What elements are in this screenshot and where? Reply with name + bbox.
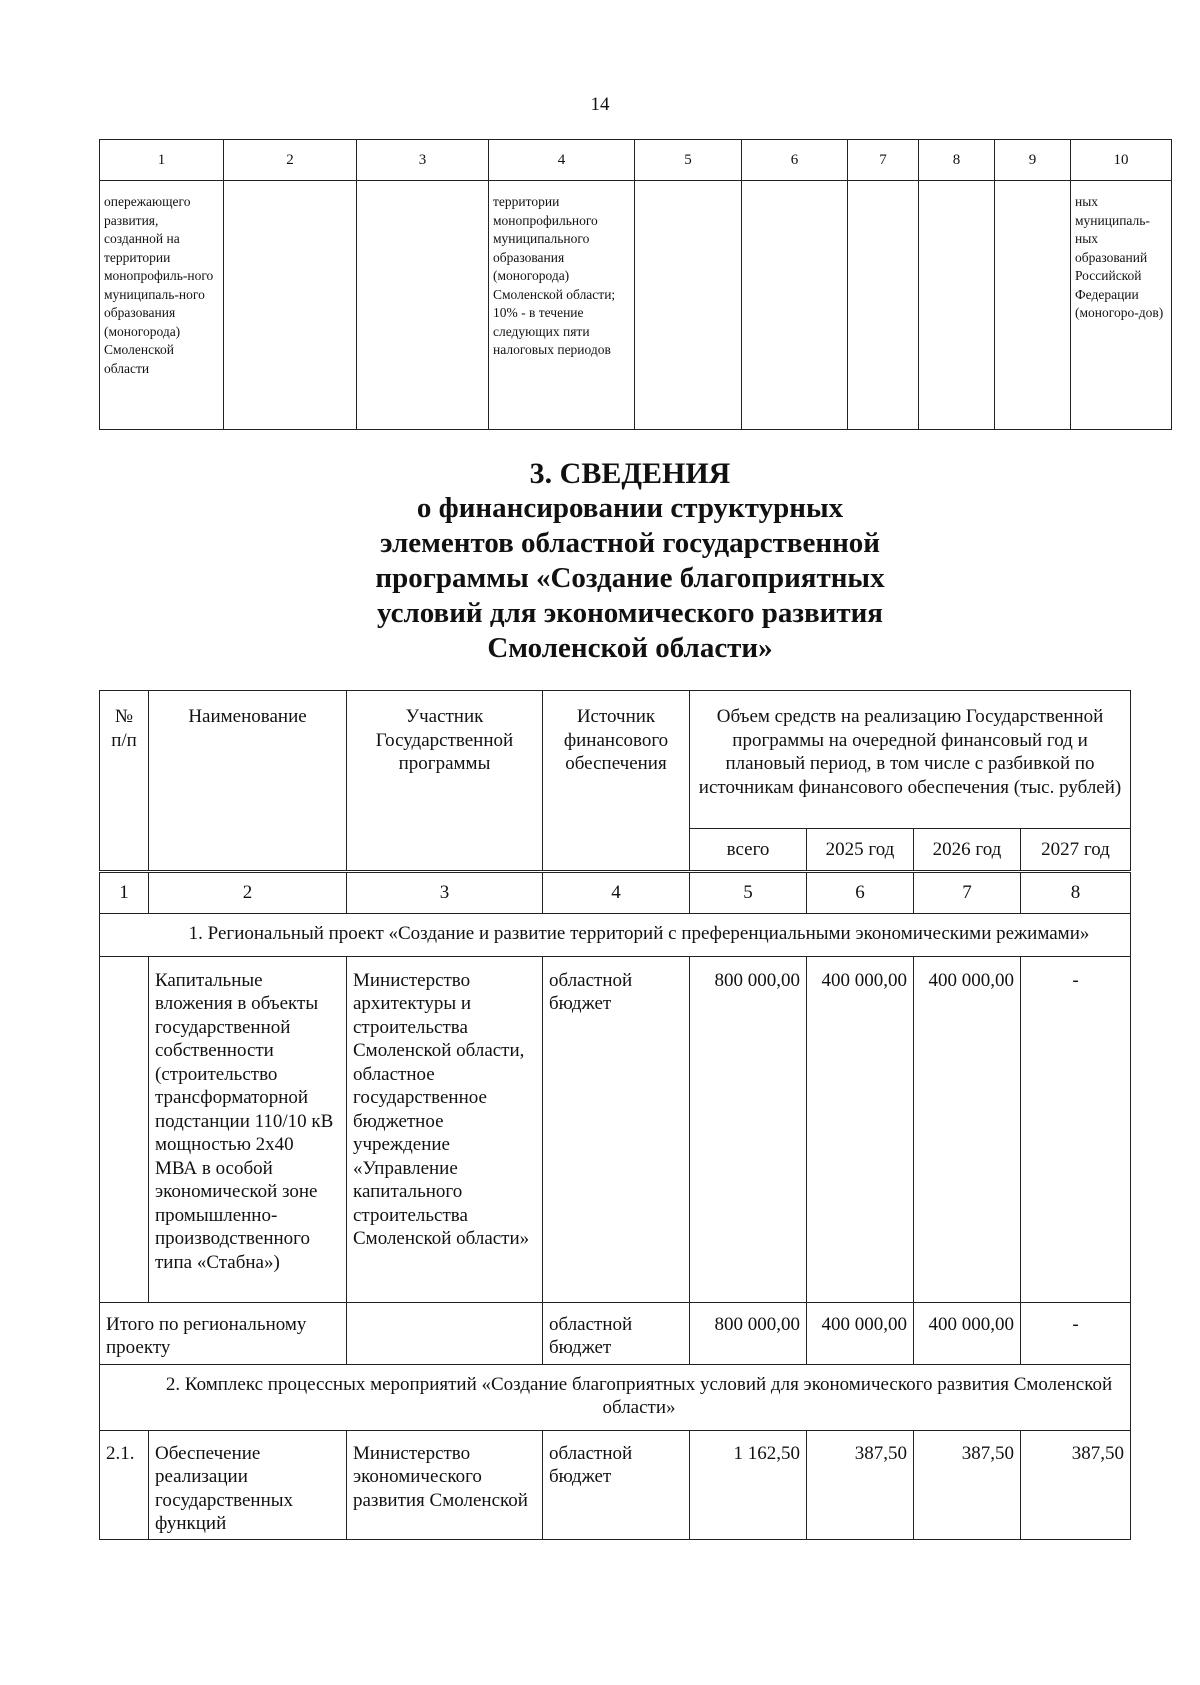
table-cell	[995, 181, 1071, 430]
col-num-cell: 3	[347, 872, 543, 914]
column-number-row	[100, 872, 1131, 914]
table-cell	[848, 181, 919, 430]
col-num-cell: 4	[543, 872, 690, 914]
total-2026: 400 000,00	[914, 1302, 1021, 1364]
table-cell: ных муниципаль-ных образований Российской Федерации (моногоро-дов)	[1071, 181, 1172, 430]
total-sum: 800 000,00	[690, 1302, 807, 1364]
header-row	[100, 691, 1131, 829]
header-num: № п/п	[100, 691, 149, 872]
row-total: 1 162,50	[690, 1430, 807, 1539]
row-name: Капитальные вложения в объекты государственной собственности (строительство трансформаторной подстанции 110/10 кВ мощностью 2х40 МВА в особой экономической зоне промышленно-производственного типа «Стабна»)	[149, 956, 347, 1302]
row-total: 800 000,00	[690, 956, 807, 1302]
section-heading: 3. СВЕДЕНИЯ	[529, 457, 731, 490]
financing-table	[99, 690, 1131, 1540]
row-participant: Министерство архитектуры и строительства Смоленской области, областное государственное бюджетное учреждение «Управление капитального строительства Смоленской области»	[347, 956, 543, 1302]
header-source: Источник финансового обеспечения	[543, 691, 690, 872]
col-num-cell: 6	[807, 872, 914, 914]
header-2026: 2026 год	[914, 829, 1021, 872]
column-number-row	[100, 140, 1172, 181]
table-cell	[742, 181, 848, 430]
header-name: Наименование	[149, 691, 347, 872]
total-label: Итого по региональному проекту	[100, 1302, 347, 1364]
row-2025: 400 000,00	[807, 956, 914, 1302]
section-row	[100, 914, 1131, 957]
header-2025: 2025 год	[807, 829, 914, 872]
col-num-cell: 6	[742, 140, 848, 181]
col-num-cell: 10	[1071, 140, 1172, 181]
table-row	[100, 181, 1172, 430]
row-num	[100, 956, 149, 1302]
section-subtitle-line: о финансировании структурных	[416, 492, 844, 524]
row-name: Обеспечение реализации государственных функций	[149, 1430, 347, 1539]
row-participant: Министерство экономического развития Смоленской	[347, 1430, 543, 1539]
col-num-cell: 7	[914, 872, 1021, 914]
col-num-cell: 8	[919, 140, 995, 181]
total-source: областной бюджет	[543, 1302, 690, 1364]
total-2027: -	[1021, 1302, 1131, 1364]
col-num-cell: 7	[848, 140, 919, 181]
table-cell: опережающего развития, созданной на территории монопрофиль-ного муниципаль-ного образования (моногорода) Смоленской области	[100, 181, 224, 430]
section-subtitle-line: Смоленской области»	[487, 632, 773, 664]
col-num-cell: 4	[489, 140, 635, 181]
section-1-title: 1. Региональный проект «Создание и развитие территорий с преференциальными экономическими режимами»	[100, 914, 1131, 957]
col-num-cell: 2	[149, 872, 347, 914]
row-num: 2.1.	[100, 1430, 149, 1539]
section-subtitle-line: условий для экономического развития	[377, 597, 883, 629]
row-2027: 387,50	[1021, 1430, 1131, 1539]
col-num-cell: 2	[224, 140, 357, 181]
col-num-cell: 1	[100, 140, 224, 181]
table-cell: территории монопрофильного муниципального образования (моногорода) Смоленской области; 10% - в течение следующих пяти налоговых периодов	[489, 181, 635, 430]
total-2025: 400 000,00	[807, 1302, 914, 1364]
page-number: 14	[590, 94, 610, 115]
header-2027: 2027 год	[1021, 829, 1131, 872]
section-subtitle-line: элементов областной государственной	[379, 527, 881, 559]
row-2025: 387,50	[807, 1430, 914, 1539]
header-volume: Объем средств на реализацию Государственной программы на очередной финансовый год и плановый период, в том числе с разбивкой по источникам финансового обеспечения (тыс. рублей)	[690, 691, 1131, 829]
table-cell	[635, 181, 742, 430]
section-title	[0, 456, 1200, 666]
col-num-cell: 3	[357, 140, 489, 181]
previous-table-continuation	[99, 139, 1172, 430]
col-num-cell: 5	[690, 872, 807, 914]
table-row	[100, 1430, 1131, 1539]
section-row	[100, 1364, 1131, 1430]
table-cell	[919, 181, 995, 430]
col-num-cell: 9	[995, 140, 1071, 181]
row-2026: 387,50	[914, 1430, 1021, 1539]
col-num-cell: 8	[1021, 872, 1131, 914]
total-participant	[347, 1302, 543, 1364]
section-subtitle-line: программы «Создание благоприятных	[375, 562, 885, 594]
col-num-cell: 5	[635, 140, 742, 181]
total-row	[100, 1302, 1131, 1364]
table-row	[100, 956, 1131, 1302]
section-2-title: 2. Комплекс процессных мероприятий «Создание благоприятных условий для экономического развития Смоленской области»	[100, 1364, 1131, 1430]
table-cell	[357, 181, 489, 430]
row-2027: -	[1021, 956, 1131, 1302]
col-num-cell: 1	[100, 872, 149, 914]
table-cell	[224, 181, 357, 430]
row-source: областной бюджет	[543, 956, 690, 1302]
row-source: областной бюджет	[543, 1430, 690, 1539]
header-total: всего	[690, 829, 807, 872]
row-2026: 400 000,00	[914, 956, 1021, 1302]
header-participant: Участник Государственной программы	[347, 691, 543, 872]
